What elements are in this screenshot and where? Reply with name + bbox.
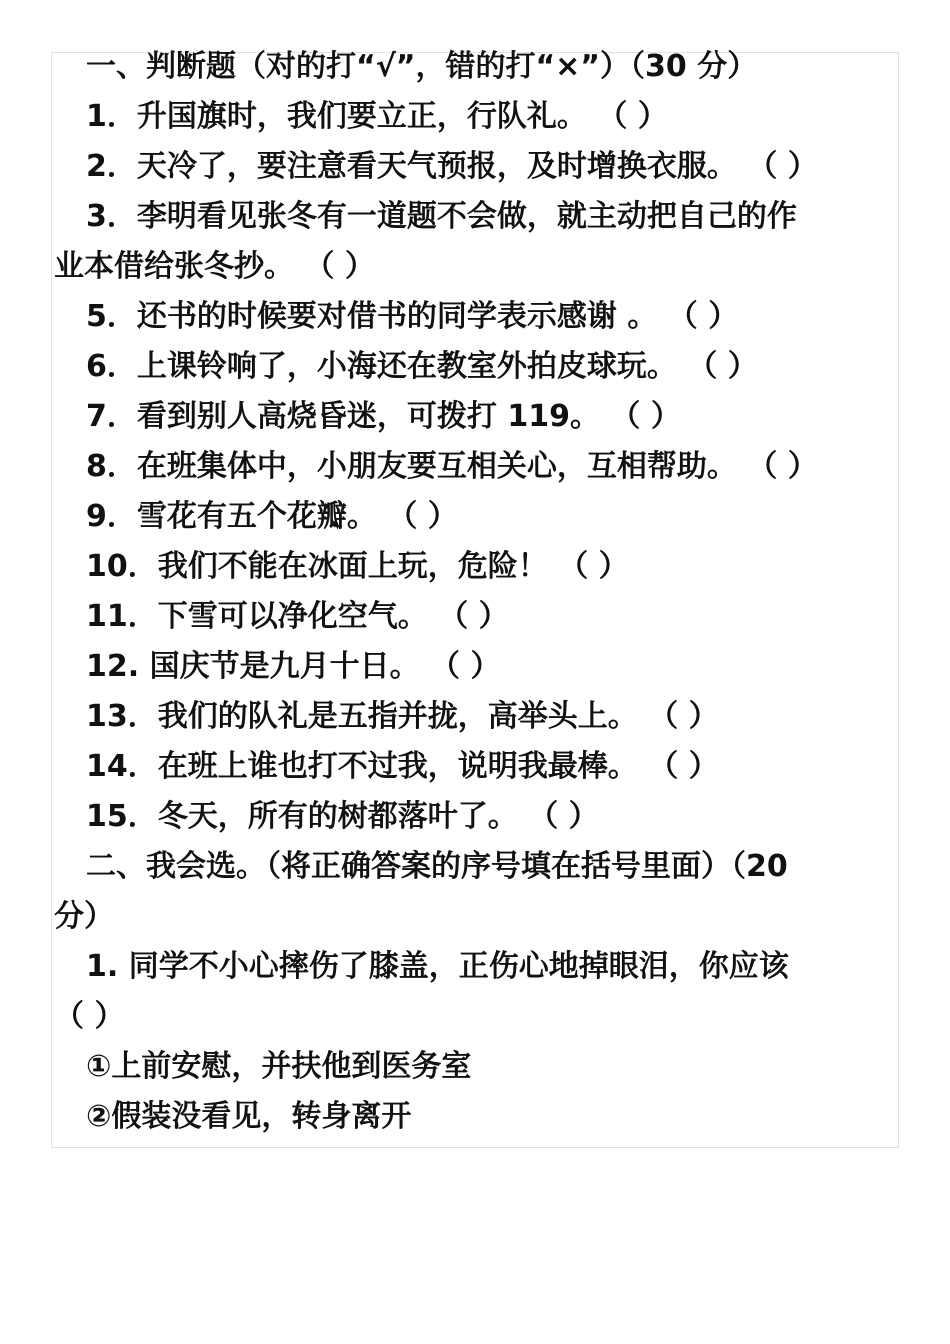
option-1: ①上前安慰，并扶他到医务室 (86, 1049, 472, 1084)
question-10: 10．我们不能在冰面上玩，危险！ （ ） (86, 549, 629, 584)
question-12: 12. 国庆节是九月十日。 （ ） (86, 649, 501, 684)
document-body (54, 42, 900, 1142)
question-6: 6．上课铃响了，小海还在教室外拍皮球玩。 （ ） (86, 349, 758, 384)
question-1: 1．升国旗时，我们要立正，行队礼。 （ ） (86, 99, 668, 134)
question-9: 9．雪花有五个花瓣。 （ ） (86, 499, 458, 534)
question-7: 7．看到别人高烧昏迷，可拨打 119。 （ ） (86, 399, 681, 434)
section2-heading: 二、我会选。（将正确答案的序号填在括号里面）（20 (86, 849, 788, 884)
question-3-continued: 业本借给张冬抄。 （ ） (54, 249, 375, 284)
question-2: 2．天冷了，要注意看天气预报，及时增换衣服。 （ ） (86, 149, 818, 184)
question-13: 13．我们的队礼是五指并拢，高举头上。 （ ） (86, 699, 719, 734)
section2-heading-continued: 分） (54, 899, 114, 934)
choice-question-1: 1. 同学不小心摔伤了膝盖，正伤心地掉眼泪，你应该 (86, 949, 789, 984)
question-11: 11．下雪可以净化空气。 （ ） (86, 599, 509, 634)
question-8: 8．在班集体中，小朋友要互相关心，互相帮助。 （ ） (86, 449, 818, 484)
section1-heading: 一、判断题（对的打“√”，错的打“×”）（30 分） (86, 49, 758, 84)
question-14: 14．在班上谁也打不过我，说明我最棒。 （ ） (86, 749, 719, 784)
question-15: 15．冬天，所有的树都落叶了。 （ ） (86, 799, 599, 834)
choice-question-1-answer-blank: （ ） (54, 999, 125, 1034)
question-5: 5．还书的时候要对借书的同学表示感谢 。 （ ） (86, 299, 739, 334)
option-2: ②假装没看见，转身离开 (86, 1099, 412, 1134)
question-3: 3．李明看见张冬有一道题不会做，就主动把自己的作 (86, 199, 797, 234)
